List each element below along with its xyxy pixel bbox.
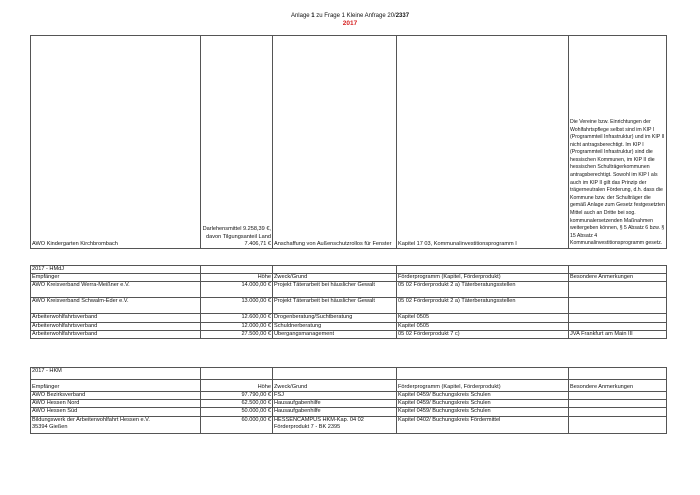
cell-amount: 97.790,00 € [201,392,273,400]
cell-recipient: AWO Kreisverband Schwalm-Eder e.V. [31,298,201,314]
document-header [0,13,700,27]
cell-amount: 27.500,00 € [201,330,273,338]
cell-purpose: FSJ [273,392,397,400]
table-row [31,416,667,433]
cell-notes [569,314,667,322]
cell-program: Kapitel 0402/ Buchungskreis Fördermittel [397,416,569,433]
cell-recipient: Arbeiterwohlfahrtsverband [31,314,201,322]
cell-purpose: Hausaufgabenhilfe [273,408,397,416]
table-row [31,314,667,322]
cell-notes: JVA Frankfurt am Main III [569,330,667,338]
cell-purpose: Drogenberatung/Suchtberatung [273,314,397,322]
cell-recipient: Arbeiterwohlfahrtsverband [31,322,201,330]
section-title: 2017 - HMdJ [31,266,201,274]
purpose-line: Förderprodukt 7 - BK 2395 [274,423,341,430]
table-row [31,36,667,249]
header-program: Förderprogramm (Kapitel, Förderprodukt) [397,380,569,392]
cell-recipient [31,416,201,433]
table-row [31,282,667,298]
title-inquiry-number: 2337 [395,13,410,19]
cell-notes [569,282,667,298]
cell-program: Kapitel 0459/ Buchungskreis Schulen [397,408,569,416]
cell-program: Kapitel 0459/ Buchungskreis Schulen [397,392,569,400]
title-prefix: Anlage [290,13,312,19]
header-purpose: Zweck/Grund [273,380,397,392]
table-kip [30,35,667,249]
cell-recipient: AWO Hessen Süd [31,408,201,416]
header-notes: Besondere Anmerkungen [569,274,667,282]
cell-program: 05 02 Förderprodukt 2 a) Täterberatungsstellen [397,282,569,298]
cell-amount: 12.600,00 € [201,314,273,322]
header-row [31,274,667,282]
document-title [0,13,700,19]
cell-notes [569,416,667,433]
table-row [31,330,667,338]
cell-purpose: Anschaffung von Außenschutzrollos für Fenster [273,36,397,249]
header-purpose: Zweck/Grund [273,274,397,282]
cell-purpose: Projekt Täterarbeit bei häuslicher Gewalt [273,298,397,314]
cell-notes [569,408,667,416]
table-hmdj [30,265,667,339]
table-row [31,400,667,408]
cell-purpose [273,416,397,433]
header-amount: Höhe [201,380,273,392]
table-row [31,298,667,314]
section-title: 2017 - HKM [31,368,201,380]
title-middle: zu Frage 1 Kleine Anfrage 20/ [314,13,396,19]
cell-notes [569,322,667,330]
cell-program: 05 02 Förderprodukt 2 a) Täterberatungsstellen [397,298,569,314]
cell-amount: 12.000,00 € [201,322,273,330]
table-row [31,392,667,400]
cell-amount: 60.000,00 € [201,416,273,433]
cell-amount: 50.000,00 € [201,408,273,416]
cell-notes: Die Vereine bzw. Einrichtungen der Wohlfahrtspflege selbst sind im KIP I (Programmteil Infrastruktur) und im KIP II nicht antragsberechtigt. Im KIP I (Programmteil Infrastruktur) sind die hessischen Kommunen, im KIP II die hessischen Schulträgerkommunen antragsberechtigt. Sowohl im KIP I als auch im KIP II gilt das Prinzip der trägerneutralen Förderung, d.h. dass die Kommune bzw. der Schulträger die gemäß Anlage zum Gesetz festgesetzten Mittel auch an Dritte bei sog. kommunalersetzenden Maßnahmen weitergeben können, § 5 Absatz 6 bzw. § 15 Absatz 4 Kommunalinvestitionsprogramm gesetz. [569,36,667,249]
cell-amount: Darlehensmittel 9.258,39 €, davon Tilgungsanteil Land 7.406,71 € [201,36,273,249]
section-row [31,266,667,274]
cell-recipient: AWO Hessen Nord [31,400,201,408]
cell-notes [569,400,667,408]
header-amount: Höhe [201,274,273,282]
section-row [31,368,667,380]
header-program: Förderprogramm (Kapitel, Förderprodukt) [397,274,569,282]
cell-recipient: AWO Bezirksverband [31,392,201,400]
header-notes: Besondere Anmerkungen [569,380,667,392]
cell-purpose: Hausaufgabenhilfe [273,400,397,408]
cell-amount: 62.500,00 € [201,400,273,408]
table-hkm [30,367,667,434]
cell-program: Kapitel 0459/ Buchungskreis Schulen [397,400,569,408]
cell-purpose: Schuldnerberatung [273,322,397,330]
recipient-name: Bildungswerk der Arbeiterwohlfahrt Hessen e.V. [32,416,150,423]
table-row [31,408,667,416]
cell-amount: 13.000,00 € [201,298,273,314]
cell-recipient: AWO Kindergarten Kirchbrombach [31,36,201,249]
cell-program: Kapitel 0505 [397,314,569,322]
title-attachment-number: 1 [311,13,315,19]
cell-recipient: AWO Kreisverband Werra-Meißner e.V. [31,282,201,298]
cell-program: Kapitel 0505 [397,322,569,330]
cell-amount: 14.000,00 € [201,282,273,298]
cell-recipient: Arbeiterwohlfahrtsverband [31,330,201,338]
cell-program: Kapitel 17 03, Kommunalinvestitionsprogramm I [397,36,569,249]
recipient-address: 35394 Gießen [32,423,68,430]
cell-notes [569,392,667,400]
header-row [31,380,667,392]
cell-purpose: Übergangsmanagement [273,330,397,338]
header-recipient: Empfänger [31,380,201,392]
cell-purpose: Projekt Täterarbeit bei häuslicher Gewalt [273,282,397,298]
document-year: 2017 [342,20,358,27]
cell-program: 05 02 Förderprodukt 7 c) [397,330,569,338]
cell-notes [569,298,667,314]
table-row [31,322,667,330]
purpose-line: HESSENCAMPUS HKM-Kap. 04 02 [274,416,364,423]
header-recipient: Empfänger [31,274,201,282]
